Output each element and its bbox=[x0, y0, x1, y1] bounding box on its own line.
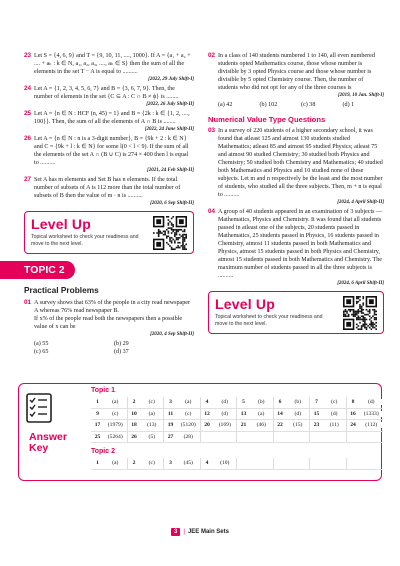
answer-number: 3 bbox=[169, 460, 172, 467]
answer-row bbox=[91, 432, 383, 444]
answer-value: (d) bbox=[214, 399, 237, 405]
answer-value: (c) bbox=[141, 399, 164, 405]
answer-key-title-line: Key bbox=[29, 442, 49, 454]
answer-number: 24 bbox=[350, 422, 356, 429]
answer-cell bbox=[128, 432, 165, 443]
question-number: 24 bbox=[24, 85, 32, 92]
level-up-title: Level Up bbox=[31, 216, 91, 232]
answer-cell bbox=[237, 420, 274, 431]
question-number: 01 bbox=[24, 299, 32, 306]
answer-value: (5120) bbox=[177, 422, 200, 428]
answer-value: (1979) bbox=[104, 422, 127, 428]
answer-number: 12 bbox=[204, 410, 210, 417]
option: (b) 29 bbox=[114, 341, 129, 347]
question-text-2: If x% of the people read both the newspapers then a possible value of x can be bbox=[34, 316, 183, 330]
answer-key-title-line: Answer bbox=[29, 431, 67, 443]
question-text: Set A has m elements and Set B has n elements. If the total number of subsets of A is 112 more than the total number of subsets of B then the value of m · n is .......... bbox=[34, 177, 181, 199]
answer-value: (a) bbox=[250, 411, 273, 417]
answer-number: 17 bbox=[94, 422, 101, 429]
answer-number: 18 bbox=[131, 422, 137, 429]
answer-value: (45) bbox=[177, 460, 200, 466]
answer-value: (d) bbox=[323, 411, 346, 417]
option-list bbox=[218, 101, 384, 109]
option: (a) 42 bbox=[218, 102, 233, 108]
answer-value: (b) bbox=[250, 399, 273, 405]
answer-key-box bbox=[18, 383, 382, 481]
question-source: [2024, 4 April Shift-II] bbox=[337, 200, 384, 205]
answer-value: (a) bbox=[104, 399, 127, 405]
answer-number: 27 bbox=[167, 434, 174, 441]
answer-row bbox=[91, 397, 383, 409]
question-number: 23 bbox=[24, 52, 32, 59]
answer-cell bbox=[128, 409, 165, 420]
answer-value: (5264) bbox=[104, 434, 127, 440]
question-list-left bbox=[24, 52, 194, 207]
answer-number: 15 bbox=[313, 410, 320, 417]
question-item bbox=[24, 85, 194, 108]
right-column bbox=[208, 52, 384, 340]
answer-cell bbox=[347, 420, 384, 431]
answer-number: 23 bbox=[313, 422, 320, 429]
answer-number: 4 bbox=[205, 460, 209, 467]
question-source: [2022, 29 July Shift-I] bbox=[148, 77, 194, 82]
answer-cell bbox=[310, 458, 347, 469]
numerical-section-heading: Numerical Value Type Questions bbox=[208, 115, 326, 124]
answer-cell bbox=[237, 397, 274, 408]
answer-cell bbox=[91, 420, 128, 431]
question-number: 04 bbox=[208, 208, 216, 215]
answer-cell bbox=[237, 409, 274, 420]
topic-2-label: Topic 2 bbox=[91, 448, 115, 455]
answer-cell bbox=[128, 397, 165, 408]
answer-value: (a) bbox=[177, 399, 200, 405]
question-source: [2022, 26 July Shift-II] bbox=[146, 102, 194, 107]
answer-number: 4 bbox=[205, 399, 209, 406]
answer-number: 2 bbox=[132, 460, 136, 467]
answer-cell bbox=[128, 420, 165, 431]
answer-value: (a) bbox=[141, 411, 164, 417]
answer-number: 1 bbox=[96, 460, 99, 467]
question-text: Let A = {n ∈ N : n is a 3-digit number}, B = {9k + 2 : k ∈ N} and C = {9k + l : k ∈ N} for some l(0 < l < 9). If the sum of all the elements of the set A ∩ (B ∪ C) is 274 × 400 then l is equal to .......... bbox=[34, 136, 189, 166]
answer-cell bbox=[274, 458, 311, 469]
answer-value: (112) bbox=[360, 422, 384, 428]
answer-cell bbox=[274, 409, 311, 420]
answer-key-title bbox=[29, 432, 67, 454]
answer-cell bbox=[347, 458, 384, 469]
answer-number: 1 bbox=[96, 399, 99, 406]
answer-value: (5) bbox=[141, 434, 164, 440]
answer-cell bbox=[347, 409, 384, 420]
answer-number: 16 bbox=[350, 410, 356, 417]
answer-row bbox=[91, 458, 383, 470]
question-item bbox=[24, 135, 194, 174]
left-column bbox=[24, 52, 194, 356]
question-item bbox=[24, 299, 194, 338]
option: (c) 38 bbox=[301, 102, 316, 108]
answer-value: (b) bbox=[287, 399, 310, 405]
answer-number: 3 bbox=[169, 399, 172, 406]
question-text: In a survey of 220 students of a higher secondary school, it was found that atleast 125 and atmost 130 students studied Mathematics; atleast 85 and atmost 95 studied Physics; atleast 75 and atmost 90 studied Chemistry; 30 studied both Physics and Chemistry; 50 studied both Chemistry and Mathematics; 40 studied both Mathematics and Physics and 10 studied none of these subjects. Let m and n respectively be the least and the most number of students, who studied all the three subjects. Then, m + n is equal to .......... bbox=[218, 128, 383, 198]
question-source: [2021, 24 Feb Shift-II] bbox=[147, 168, 194, 173]
answer-cell bbox=[91, 458, 128, 469]
answer-cell bbox=[91, 432, 128, 443]
level-up-text: Topical worksheet to check your readiness and move to the next level. bbox=[215, 314, 323, 327]
question-text: In a class of 140 students numbered 1 to 140, all even numbered students opted Mathematics course, those whose number is divisible by 3 opted Physics course and those whose number is divisible by 5 opted Chemistry course. Then, the number of students who did not opt for any of the three courses is bbox=[218, 53, 375, 91]
level-up-banner[interactable] bbox=[24, 211, 194, 254]
page-footer bbox=[0, 528, 400, 536]
option: (c) 65 bbox=[34, 349, 49, 355]
question-source: [2024, 6 April Shift-II] bbox=[337, 281, 384, 286]
answer-cell bbox=[347, 397, 384, 408]
topic-2-tab: TOPIC 2 bbox=[0, 261, 75, 279]
answer-cell bbox=[164, 420, 201, 431]
answer-cell bbox=[91, 409, 128, 420]
answer-number: 13 bbox=[240, 410, 247, 417]
answer-cell bbox=[237, 458, 274, 469]
level-up-title: Level Up bbox=[215, 296, 275, 312]
option: (d) 37 bbox=[114, 349, 129, 355]
answer-number: 5 bbox=[242, 399, 245, 406]
question-source: [2020, 4 Sep Shift-II] bbox=[150, 332, 194, 337]
qr-code-icon[interactable] bbox=[343, 296, 377, 330]
answer-cell bbox=[274, 420, 311, 431]
answer-cell bbox=[274, 397, 311, 408]
topic-1-label: Topic 1 bbox=[91, 387, 115, 394]
book-title-bold: JEE Main bbox=[187, 529, 215, 535]
answer-cell bbox=[201, 409, 238, 420]
question-text: A survey shows that 63% of the people in a city read newspaper A whereas 76% read newspaper B. bbox=[34, 300, 191, 314]
answer-value: (28) bbox=[177, 434, 200, 440]
answer-value: (11) bbox=[323, 422, 346, 428]
answer-cell bbox=[347, 432, 384, 443]
answer-number: 26 bbox=[131, 434, 137, 441]
answer-number: 2 bbox=[132, 399, 136, 406]
question-text: Let A = {n ∈ N : HCF (n, 45) = 1} and B = {2k : k ∈ {1, 2, ...., 100}}. Then, the sum of all the elements of A ∩ B is ........ bbox=[34, 111, 190, 125]
answer-number: 19 bbox=[167, 422, 174, 429]
answer-value: (d) bbox=[360, 399, 384, 405]
answer-number: 11 bbox=[167, 410, 174, 417]
question-item bbox=[208, 127, 384, 206]
answer-cell bbox=[201, 420, 238, 431]
option-list bbox=[34, 340, 194, 356]
question-item bbox=[208, 52, 384, 99]
level-up-banner[interactable] bbox=[208, 291, 384, 334]
answer-cell bbox=[91, 397, 128, 408]
question-number: 03 bbox=[208, 127, 216, 134]
level-up-text: Topical worksheet to check your readiness and move to the next level. bbox=[31, 234, 139, 247]
answer-number: 6 bbox=[278, 399, 282, 406]
question-text: A group of 40 students appeared in an examination of 3 subjects — Mathematics, Physics and Chemistry. It was found that all students passed in atleast one of the subjects, 20 students passed in Mathematics, 25 students passed in Physics, 16 students passed in Chemistry, atmost 11 students passed in both Mathematics and Physics, atmost 15 students passed in both Physics and Chemistry, atmost 15 students passed in both Mathematics and Chemistry. The maximum number of students passed in all the three subjects is .......... bbox=[218, 209, 383, 279]
question-number: 26 bbox=[24, 135, 32, 142]
answer-value: (15) bbox=[287, 422, 310, 428]
answer-cell bbox=[164, 409, 201, 420]
answer-value: (c) bbox=[177, 411, 200, 417]
answer-grid-topic-1 bbox=[91, 397, 383, 443]
answer-cell bbox=[310, 409, 347, 420]
answer-cell bbox=[164, 458, 201, 469]
answer-cell bbox=[274, 432, 311, 443]
answer-number: 8 bbox=[351, 399, 355, 406]
answer-cell bbox=[201, 458, 238, 469]
option: (b) 102 bbox=[259, 102, 278, 108]
answer-value: (c) bbox=[141, 460, 164, 466]
question-source: [2019, 10 Jan. Shift-I] bbox=[338, 93, 384, 98]
question-text: Let S = {4, 6, 9} and T = {9, 10, 11, ...., 1000}. If A = {a₁ + a₂ + .... + aₖ : k ∈ N, a₁, a₂, a₃, ...., aₖ ∈ S} then the sum of all the elements in the set T − A is equal to .......... bbox=[34, 53, 191, 75]
answer-cell bbox=[128, 458, 165, 469]
question-number: 25 bbox=[24, 110, 32, 117]
answer-value: (c) bbox=[104, 411, 127, 417]
page-number: 3 bbox=[171, 528, 180, 536]
answer-row bbox=[91, 409, 383, 421]
answer-value: (1333) bbox=[360, 411, 384, 417]
answer-value: (46) bbox=[250, 422, 273, 428]
answer-grid-topic-2 bbox=[91, 458, 383, 470]
question-item bbox=[208, 208, 384, 287]
answer-value: (13) bbox=[141, 422, 164, 428]
question-item bbox=[24, 176, 194, 207]
question-text: Let A = {1, 2, 3, 4, 5, 6, 7} and B = {3, 6, 7, 9}. Then, the number of elements in the set {C ⊆ A : C ∩ B ≠ ϕ} is ........ bbox=[34, 86, 179, 100]
option: (d) 1 bbox=[342, 102, 355, 108]
checklist-icon bbox=[25, 392, 55, 424]
answer-number: 7 bbox=[315, 399, 318, 406]
answer-number: 9 bbox=[96, 410, 99, 417]
answer-value: (d) bbox=[214, 411, 237, 417]
answer-number: 22 bbox=[277, 422, 283, 429]
question-source: [2022, 24 June Shift-II] bbox=[144, 127, 194, 132]
answer-cell bbox=[164, 432, 201, 443]
question-number: 27 bbox=[24, 176, 32, 183]
answer-cell bbox=[201, 397, 238, 408]
answer-value: (a) bbox=[104, 460, 127, 466]
question-item bbox=[24, 52, 194, 83]
answer-value: (c) bbox=[323, 399, 346, 405]
answer-cell bbox=[201, 432, 238, 443]
book-title-rest: Sets bbox=[214, 529, 229, 535]
answer-value: (169) bbox=[214, 422, 237, 428]
answer-number: 21 bbox=[240, 422, 247, 429]
answer-cell bbox=[310, 432, 347, 443]
question-item bbox=[24, 110, 194, 133]
answer-value: (10) bbox=[214, 460, 237, 466]
qr-code-icon[interactable] bbox=[153, 216, 187, 250]
section-heading: Practical Problems bbox=[24, 285, 99, 295]
question-source: [2020, 6 Sep Shift-II] bbox=[150, 201, 194, 206]
answer-number: 20 bbox=[204, 422, 210, 429]
answer-number: 10 bbox=[131, 410, 137, 417]
footer-separator: | bbox=[183, 529, 185, 535]
answer-cell bbox=[237, 432, 274, 443]
answer-value: (d) bbox=[287, 411, 310, 417]
answer-row bbox=[91, 420, 383, 432]
option: (a) 55 bbox=[34, 341, 49, 347]
answer-number: 14 bbox=[277, 410, 283, 417]
answer-cell bbox=[310, 397, 347, 408]
question-number: 02 bbox=[208, 52, 216, 59]
answer-cell bbox=[164, 397, 201, 408]
answer-cell bbox=[310, 420, 347, 431]
answer-number: 25 bbox=[94, 434, 101, 441]
